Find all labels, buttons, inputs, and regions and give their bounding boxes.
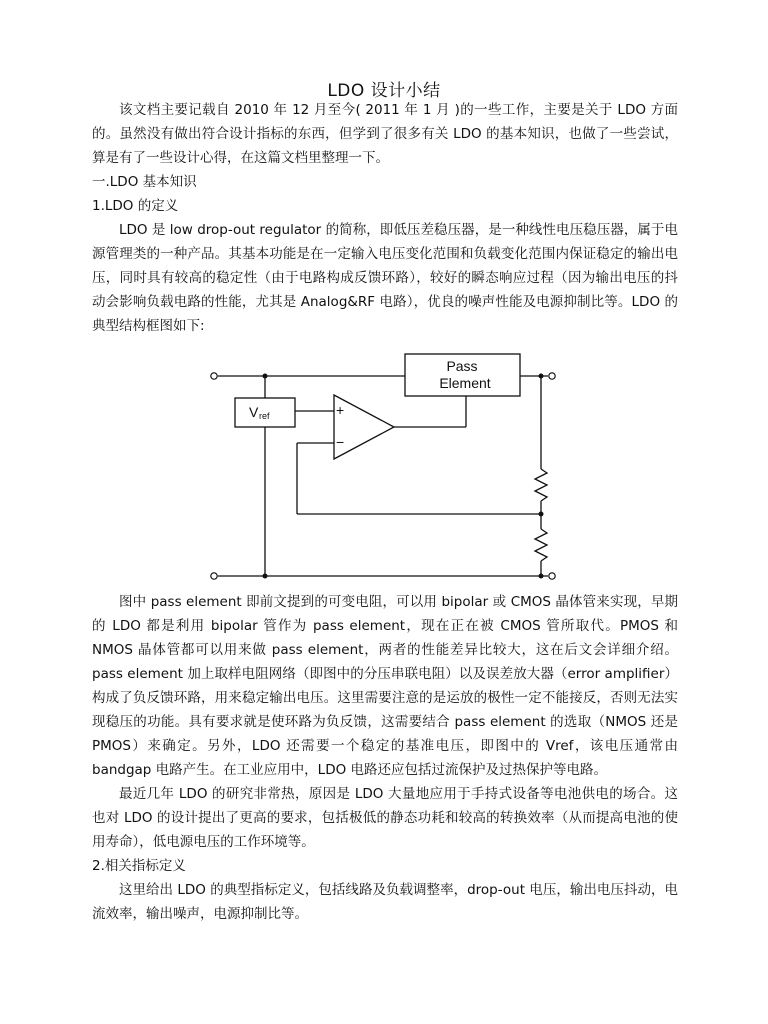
ldo-block-diagram: [0, 345, 768, 585]
section-heading-basics: 一.LDO 基本知识: [92, 174, 197, 190]
subsection-heading-definition: 1.LDO 的定义: [92, 198, 179, 214]
plus-input-symbol: +: [336, 402, 345, 418]
figure-description-paragraph: 图中 pass element 即前文提到的可变电阻，可以用 bipolar 或 CMOS 晶体管来实现，早期的 LDO 都是利用 bipolar 管作为 pass element，现在正在被 CMOS 管所取代。PMOS 和 NMOS 晶体管都可以用来做 pass element，两者的性能差异比较大，这在后文会详细介绍。pass element 加上取样电阻网络（即图中的分压串联电阻）以及误差放大器（error amplifier）构成了负反馈环路，用来稳定输出电压。这里需要注意的是运放的极性一定不能接反，否则无法实现稳压的功能。具有要求就是使环路为负反馈，这需要结合 pass element 的选取（NMOS 还是 PMOS）来确定。另外，LDO 还需要一个稳定的基准电压，即图中的 Vref，该电压通常由 bandgap 电路产生。在工业应用中，LDO 电路还应包括过流保护及过热保护等电路。: [92, 594, 678, 778]
minus-input-symbol: −: [336, 434, 345, 450]
junction-dot: [263, 374, 268, 379]
text-block-bottom: [92, 590, 678, 926]
document-title: LDO 设计小结: [327, 81, 441, 101]
resistor-top: [535, 469, 547, 501]
intro-paragraph: 该文档主要记载自 2010 年 12 月至今( 2011 年 1 月 )的一些工作，主要是关于 LDO 方面的。虽然没有做出符合设计指标的东西，但学到了很多有关 LDO 的基本知识，也做了一些尝试，算是有了一些设计心得，在这篇文档里整理一下。: [92, 102, 678, 166]
junction-dot: [539, 374, 544, 379]
definition-paragraph: LDO 是 low drop-out regulator 的简称，即低压差稳压器，是一种线性电压稳压器，属于电源管理类的一种产品。其基本功能是在一定输入电压变化范围和负载变化范围内保证稳定的输出电压，同时具有较高的稳定性（由于电路构成反馈环路），较好的瞬态响应过程（因为输出电压的抖动会影响负载电路的性能，尤其是 Analog&RF 电路），优良的噪声性能及电源抑制比等。LDO 的典型结构框图如下:: [92, 222, 678, 334]
vref-subscript: ref: [259, 411, 270, 421]
text-block-top: [92, 98, 678, 338]
ldo-schematic: [0, 345, 768, 585]
junction-dot: [539, 574, 544, 579]
junction-dot: [263, 574, 268, 579]
ground-terminal-left: [211, 573, 217, 579]
vref-label: V: [249, 404, 259, 420]
pass-element-label-line2: Element: [439, 375, 491, 391]
research-paragraph: 最近几年 LDO 的研究非常热，原因是 LDO 大量地应用于手持式设备等电池供电的场合。这也对 LDO 的设计提出了更高的要求，包括极低的静态功耗和较高的转换效率（从而提高电池的使用寿命），低电源电压的工作环境等。: [92, 786, 678, 850]
output-terminal: [549, 373, 555, 379]
pass-element-label-line1: Pass: [446, 358, 478, 374]
subsection-heading-specs: 2.相关指标定义: [92, 858, 186, 874]
ground-terminal-right: [549, 573, 555, 579]
resistor-bottom: [535, 529, 547, 561]
junction-dot: [539, 512, 544, 517]
input-terminal: [211, 373, 217, 379]
specs-paragraph: 这里给出 LDO 的典型指标定义，包括线路及负载调整率，drop-out 电压，输出电压抖动，电流效率，输出噪声，电源抑制比等。: [92, 882, 678, 922]
